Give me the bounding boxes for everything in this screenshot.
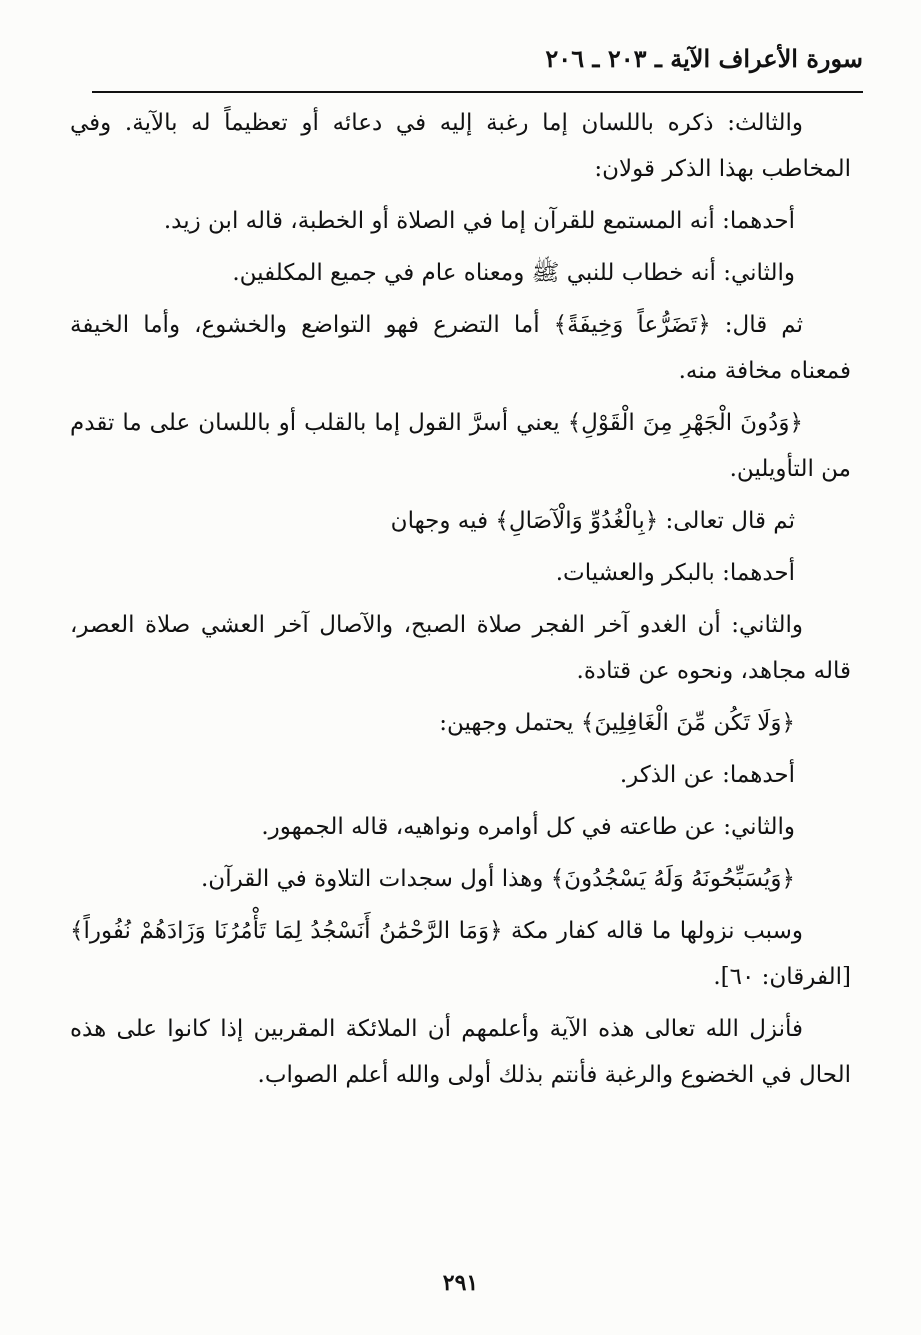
header-rule [92,91,863,93]
paragraph: والثاني: عن طاعته في كل أوامره ونواهيه، قاله الجمهور. [261,814,795,840]
paragraph: وسبب نزولها ما قاله كفار مكة ﴿وَمَا الرَّحْمَٰنُ أَنَسْجُدُ لِمَا تَأْمُرُنَا وَزَادَهُمْ نُفُوراً﴾ [الفرقان: ٦٠]. [70,918,851,990]
paragraph: والثاني: أن الغدو آخر الفجر صلاة الصبح، والآصال آخر العشي صلاة العصر، قاله مجاهد، ونحوه عن قتادة. [70,612,851,684]
running-header-title: سورة الأعراف الآية ـ ٢٠٣ ـ ٢٠٦ [545,44,863,73]
paragraph: ﴿وَلَا تَكُن مِّنَ الْغَافِلِينَ﴾ يحتمل وجهين: [439,710,795,736]
paragraph: والثاني: أنه خطاب للنبي ﷺ ومعناه عام في جميع المكلفين. [232,260,795,286]
paragraph: أحدهما: عن الذكر. [619,762,795,788]
body-text [70,100,851,1104]
paragraph: فأنزل الله تعالى هذه الآية وأعلمهم أن الملائكة المقربين إذا كانوا على هذه الحال في الخضوع والرغبة فأنتم بذلك أولى والله أعلم الصواب. [70,1016,851,1088]
paragraph: ﴿وَيُسَبِّحُونَهُ وَلَهُ يَسْجُدُونَ﴾ وهذا أول سجدات التلاوة في القرآن. [201,866,795,892]
paragraph: أحدهما: بالبكر والعشيات. [555,560,795,586]
paragraph: ﴿وَدُونَ الْجَهْرِ مِنَ الْقَوْلِ﴾ يعني أسرَّ القول إما بالقلب أو باللسان على ما تقدم من التأويلين. [70,410,851,482]
paragraph: ثم قال تعالى: ﴿بِالْغُدُوِّ وَالْآصَالِ﴾ فيه وجهان [390,508,795,534]
paragraph: ثم قال: ﴿تَضَرُّعاً وَخِيفَةً﴾ أما التضرع فهو التواضع والخشوع، وأما الخيفة فمعناه مخافة منه. [70,312,851,384]
paragraph: والثالث: ذكره باللسان إما رغبة إليه في دعائه أو تعظيماً له بالآية. وفي المخاطب بهذا الذكر قولان: [70,110,851,182]
paragraph: أحدهما: أنه المستمع للقرآن إما في الصلاة أو الخطبة، قاله ابن زيد. [163,208,795,234]
page-number: ٢٩١ [442,1270,479,1296]
